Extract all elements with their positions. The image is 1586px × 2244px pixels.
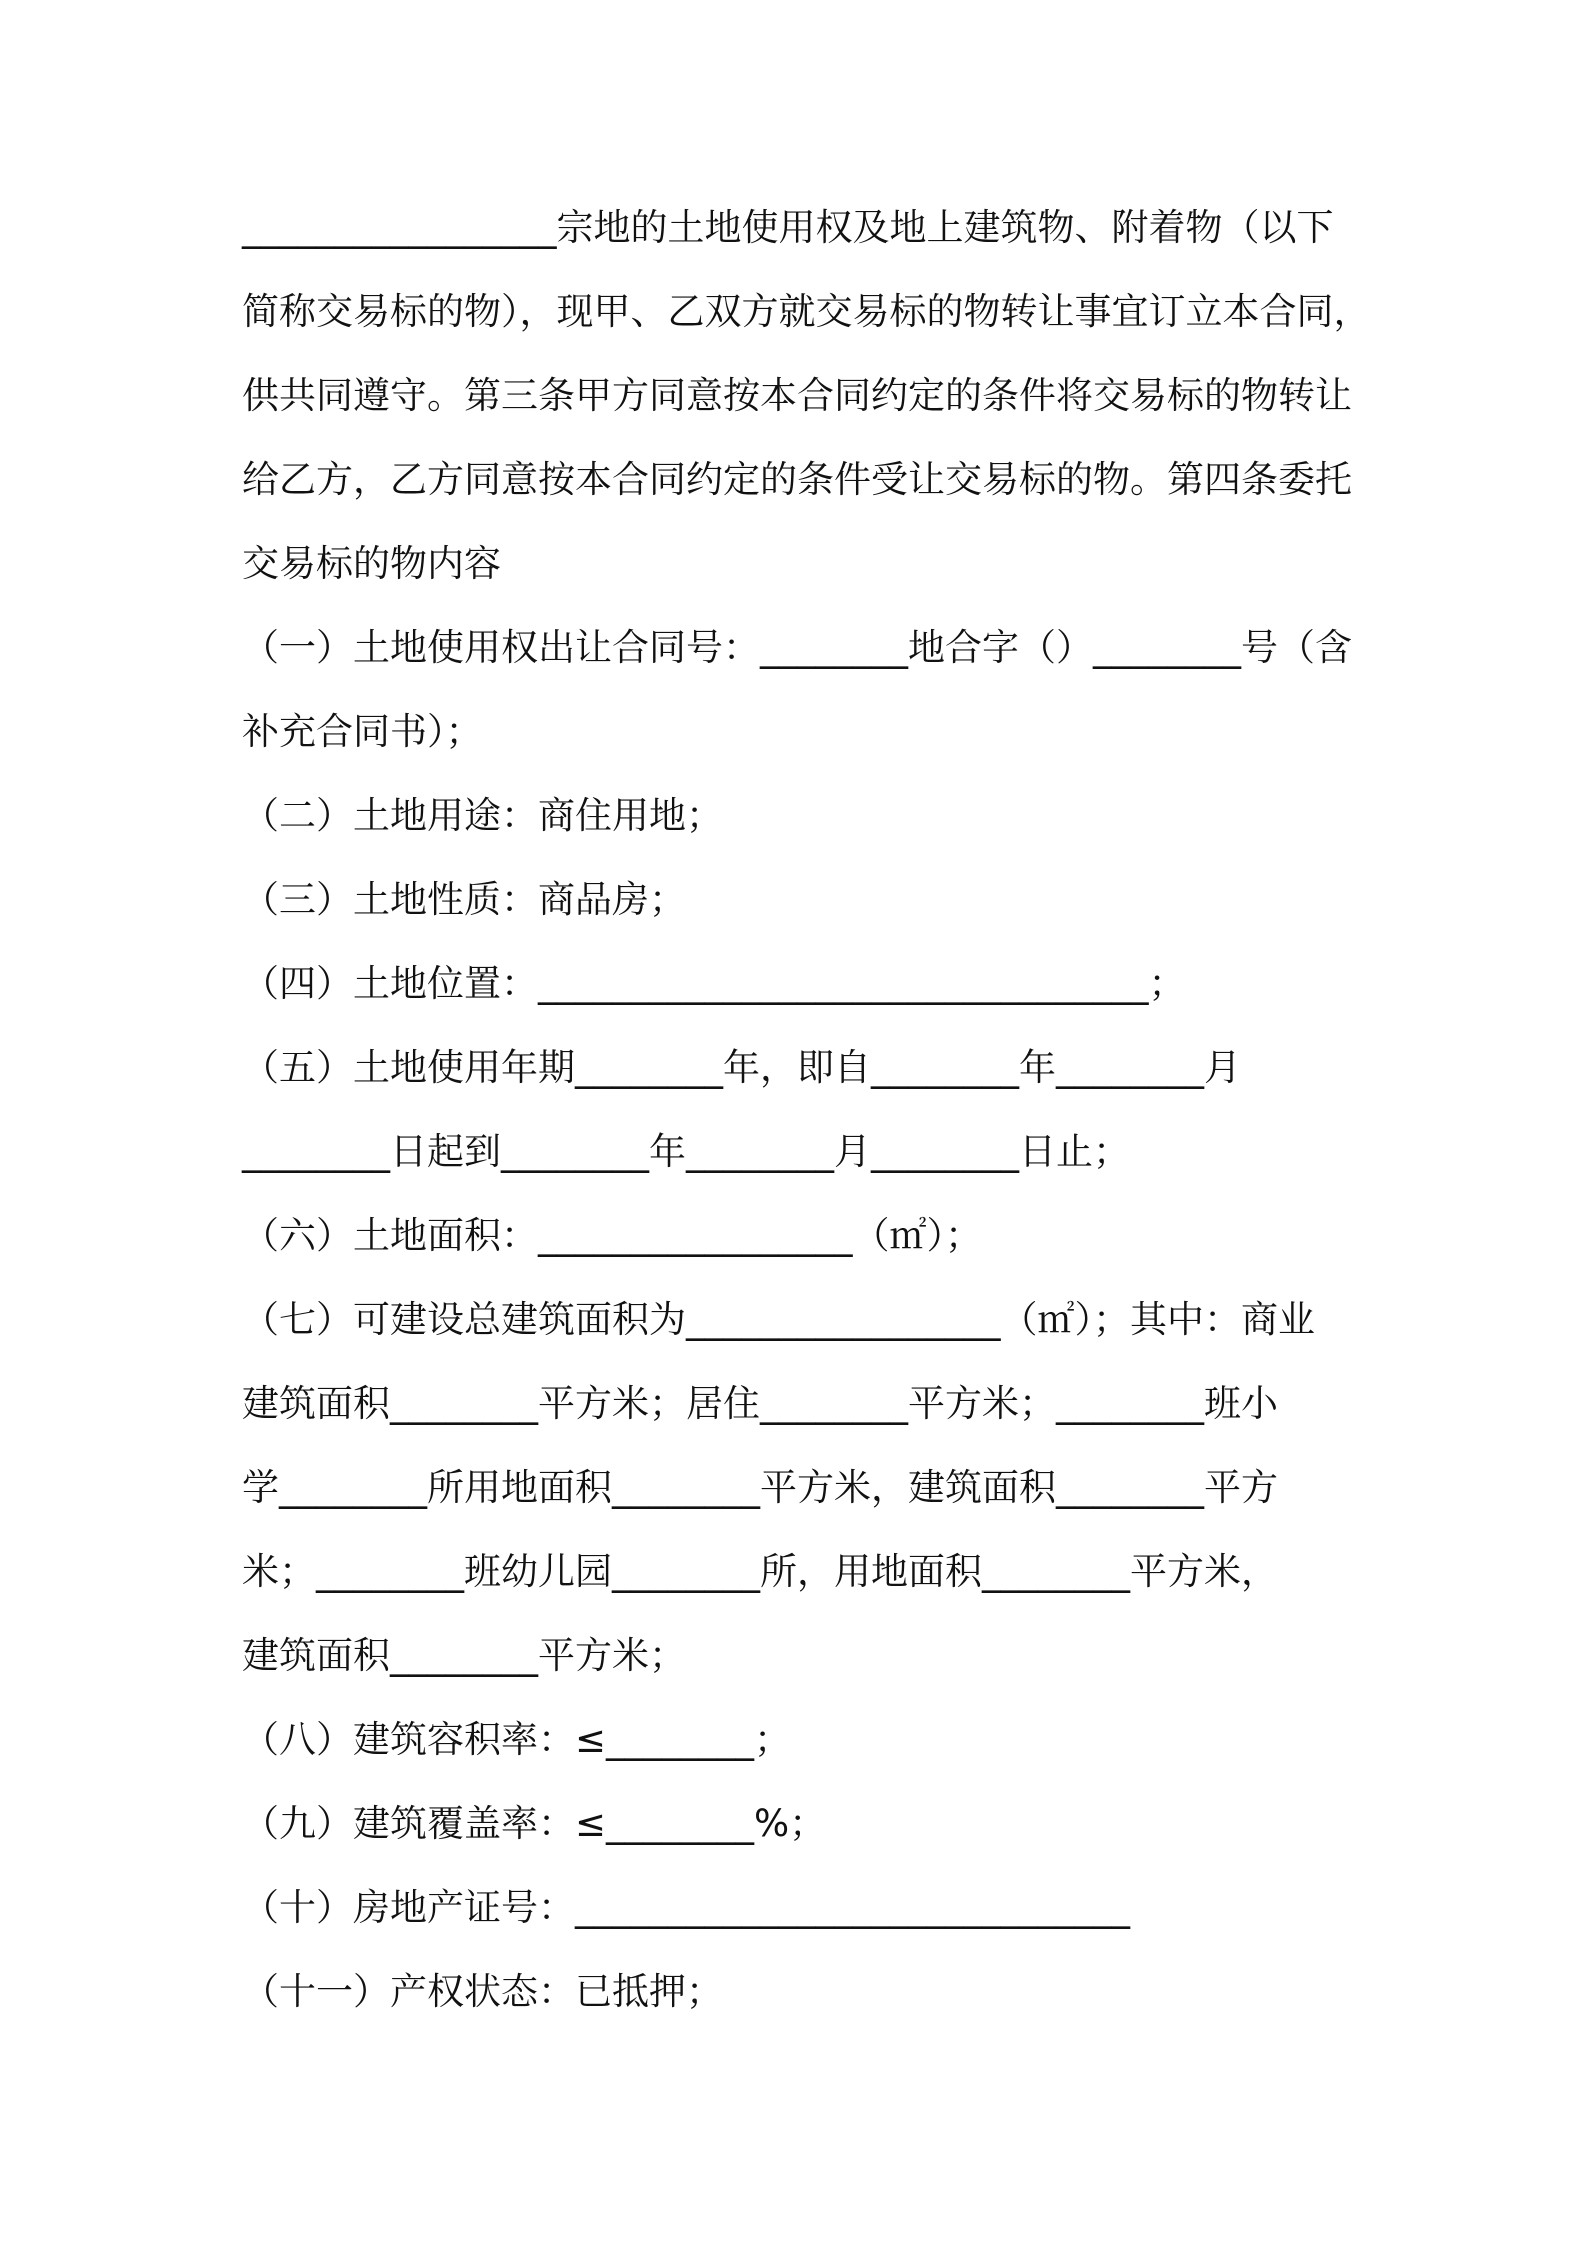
intro-paragraph-line: 简称交易标的物），现甲、乙双方就交易标的物转让事宜订立本合同，	[242, 290, 1371, 333]
clause-item-7-continuation: 米；________班幼儿园________所，用地面积________平方米，	[242, 1550, 1278, 1593]
clause-item-3-land-nature: （三）土地性质：商品房；	[242, 878, 686, 921]
clause-item-11-ownership-status: （十一）产权状态：已抵押；	[242, 1970, 723, 2013]
clause-item-1-continuation: 补充合同书）；	[242, 710, 483, 753]
clause-item-7-continuation: 建筑面积________平方米；居住________平方米；________班小	[242, 1382, 1278, 1425]
intro-paragraph-line: 给乙方，乙方同意按本合同约定的条件受让交易标的物。第四条委托	[242, 458, 1352, 501]
contract-body	[242, 186, 1442, 2034]
clause-item-1-contract-number: （一）土地使用权出让合同号：________地合字（）________号（含	[242, 626, 1352, 669]
clause-item-7-building-area: （七）可建设总建筑面积为_________________（㎡）；其中：商业	[242, 1298, 1315, 1341]
clause-item-7-continuation: 学________所用地面积________平方米，建筑面积________平方	[242, 1466, 1278, 1509]
clause-item-8-plot-ratio: （八）建筑容积率：≤________；	[242, 1718, 792, 1761]
clause-item-7-continuation: 建筑面积________平方米；	[242, 1634, 686, 1677]
clause-item-5-continuation: ________日起到________年________月________日止；	[242, 1130, 1130, 1173]
intro-paragraph-line: 供共同遵守。第三条甲方同意按本合同约定的条件将交易标的物转让	[242, 374, 1352, 417]
clause-item-6-land-area: （六）土地面积：_________________（㎡）；	[242, 1214, 982, 1257]
clause-item-10-certificate-number: （十）房地产证号：______________________________	[242, 1886, 1130, 1929]
intro-paragraph-line: 交易标的物内容	[242, 542, 501, 585]
clause-item-2-land-use: （二）土地用途：商住用地；	[242, 794, 723, 837]
clause-item-4-land-location: （四）土地位置：_________________________________；	[242, 962, 1186, 1005]
clause-item-9-coverage-ratio: （九）建筑覆盖率：≤________%；	[242, 1802, 827, 1845]
intro-paragraph-line: _________________宗地的土地使用权及地上建筑物、附着物（以下	[242, 206, 1334, 249]
clause-item-5-land-term: （五）土地使用年期________年，即自________年________月	[242, 1046, 1241, 1089]
